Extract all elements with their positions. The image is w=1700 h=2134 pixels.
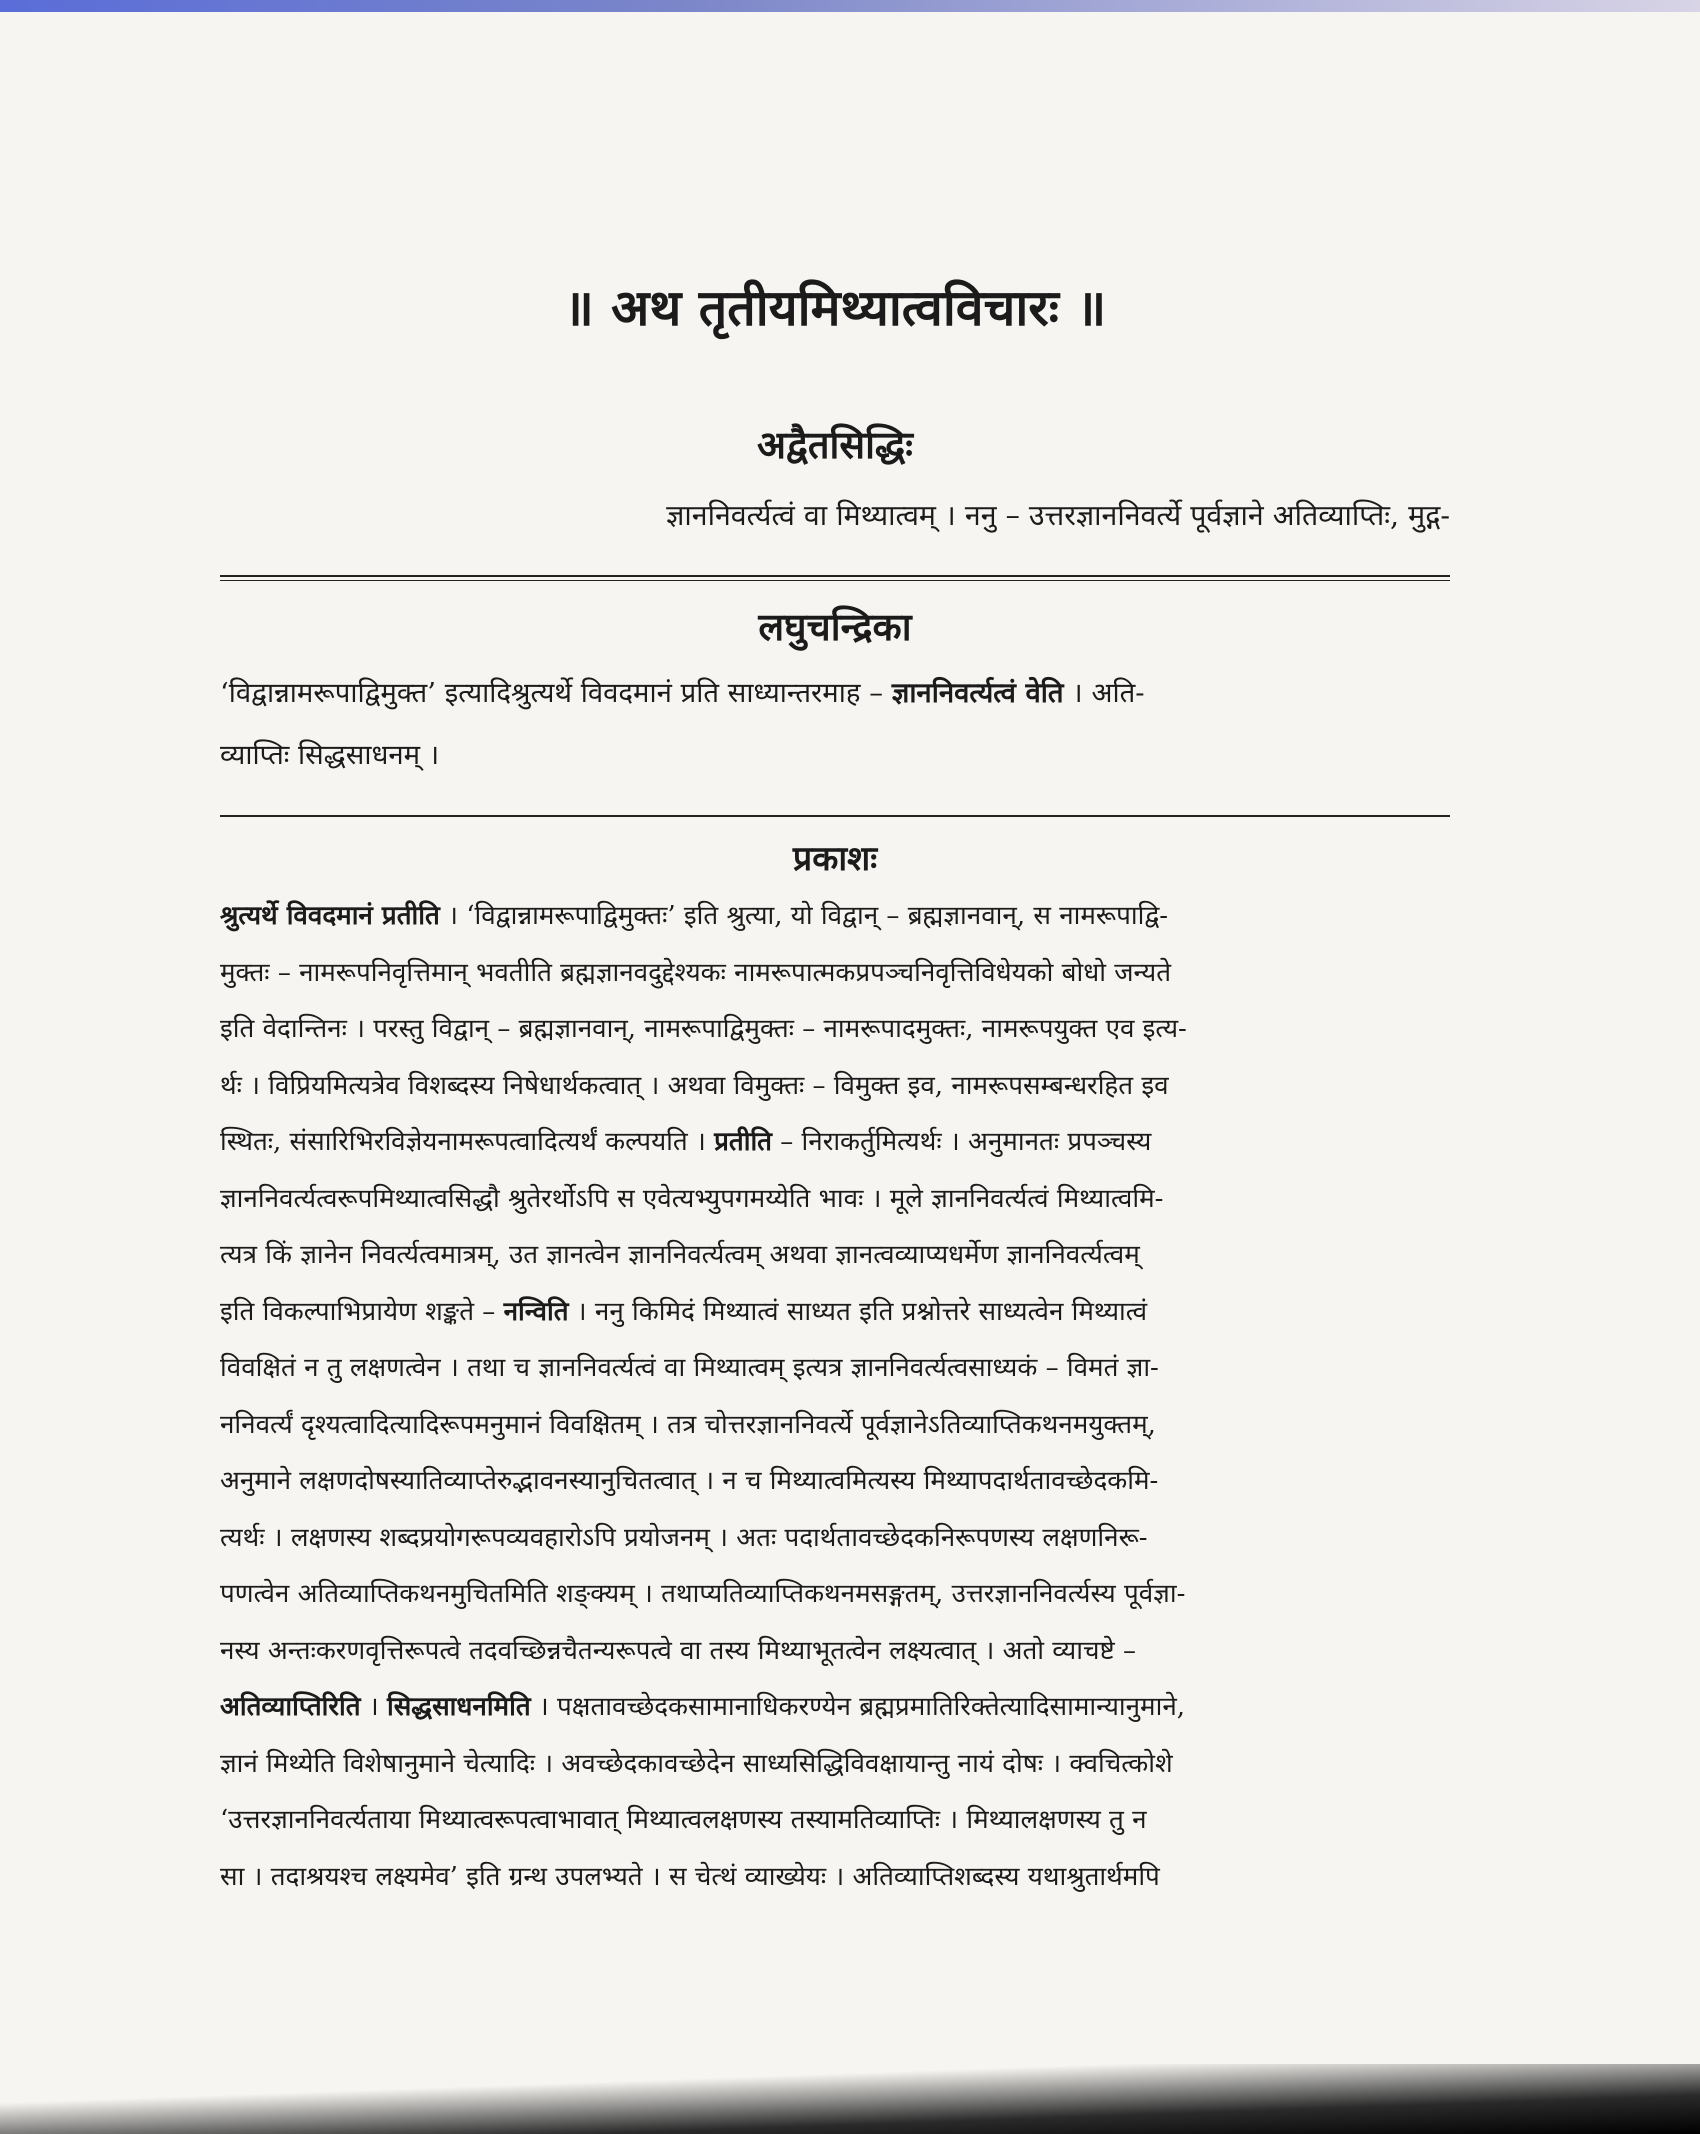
text-line: त्यर्थः । लक्षणस्य शब्दप्रयोगरूपव्यवहारोऽपि प्रयोजनम् । अतः पदार्थतावच्छेदकनिरूपणस्य लक्षणनिरू- [220,1522,1148,1553]
text-line: इति वेदान्तिनः । परस्तु विद्वान् – ब्रह्मज्ञानवान्, नामरूपाद्विमुक्तः – नामरूपादमुक्तः, नामरूपयुक्त एव इत्य- [220,1014,1187,1044]
text-line: त्यत्र किं ज्ञानेन निवर्त्यत्वमात्रम्, उत ज्ञानत्वेन ज्ञाननिवर्त्यत्वम् अथवा ज्ञानत्वव्याप्यधर्मेण ज्ञाननिवर्त्यत्वम् [220,1240,1140,1270]
advaitasiddhi-text [220,488,1450,545]
text-line: ‘विद्वान्नामरूपाद्विमुक्त’ इत्यादिश्रुत्यर्थे विवदमानं प्रति साध्यान्तरमाह – ज्ञाननिवर्त्यत्वं वेति । अति- [220,677,1145,709]
text-line: नस्य अन्तःकरणवृत्तिरूपत्वे तदवच्छिन्नचैतन्यरूपत्वे वा तस्य मिथ्याभूतत्वेन लक्ष्यत्वात् । अतो व्याचष्टे – [220,1635,1136,1666]
heading-laghuchandrika: लघुचन्द्रिका [758,604,912,649]
heading-prakasha: प्रकाशः [792,839,878,879]
text-line: ज्ञाननिवर्त्यत्वरूपमिथ्यात्वसिद्धौ श्रुतेरर्थोऽपि स एवेत्यभ्युपगमय्येति भावः । मूले ज्ञाननिवर्त्यत्वं मिथ्यात्वमि- [220,1183,1164,1214]
text-line: अनुमाने लक्षणदोषस्यातिव्याप्तेरुद्भावनस्यानुचितत्वात् । न च मिथ्यात्वमित्यस्य मिथ्यापदार्थतावच्छेदकमि- [220,1466,1159,1496]
text-line: इति विकल्पाभिप्रायेण शङ्कते – नन्विति । ननु किमिदं मिथ्यात्वं साध्यत इति प्रश्नोत्तरे साध्यत्वेन मिथ्यात्वं [220,1296,1148,1327]
section-divider [220,815,1450,817]
text-line: मुक्तः – नामरूपनिवृत्तिमान् भवतीति ब्रह्मज्ञानवदुद्देश्यकः नामरूपात्मकप्रपञ्चनिवृत्तिविधेयको बोधो जन्यते [220,957,1172,988]
text-line: व्याप्तिः सिद्धसाधनम् । [220,739,440,771]
heading-advaitasiddhi: अद्वैतसिद्धिः [757,422,913,467]
text-line: सा । तदाश्रयश्च लक्ष्यमेव’ इति ग्रन्थ उपलभ्यते । स चेत्थं व्याख्येयः । अतिव्याप्तिशब्दस्य यथाश्रुतार्थमपि [220,1861,1160,1892]
text-line: स्थितः, संसारिभिरविज्ञेयनामरूपत्वादित्यर्थं कल्पयति । प्रतीति – निराकर्तुमित्यर्थः । अनुमानतः प्रपञ्चस्य [220,1127,1152,1157]
laghuchandrika-text [220,662,1450,786]
text-line: ‘उत्तरज्ञाननिवर्त्यताया मिथ्यात्वरूपत्वाभावात् मिथ्यात्वलक्षणस्य तस्यामतिव्याप्तिः । मिथ्यालक्षणस्य तु न [220,1805,1147,1835]
bottom-edge-shadow [0,2064,1700,2134]
text-line: ज्ञाननिवर्त्यत्वं वा मिथ्यात्वम् । ननु – उत्तरज्ञाननिवर्त्ये पूर्वज्ञाने अतिव्याप्तिः, मुद्ग- [666,499,1450,532]
book-page [220,0,1450,2060]
chapter-title: ॥ अथ तृतीयमिथ्यात्वविचारः ॥ [563,278,1107,337]
text-line: श्रुत्यर्थे विवदमानं प्रतीति । ‘विद्वान्नामरूपाद्विमुक्तः’ इति श्रुत्या, यो विद्वान् – ब्रह्मज्ञानवान्, स नामरूपाद्वि- [220,901,1169,931]
section-divider [220,575,1450,581]
prakasha-text [220,888,1450,1905]
text-line: र्थः । विप्रियमित्यत्रेव विशब्दस्य निषेधार्थकत्वात् । अथवा विमुक्तः – विमुक्त इव, नामरूपसम्बन्धरहित इव [220,1070,1169,1101]
text-line: ज्ञानं मिथ्येति विशेषानुमाने चेत्यादिः । अवच्छेदकावच्छेदेन साध्यसिद्धिविवक्षायान्तु नायं दोषः । क्वचित्कोशे [220,1748,1173,1779]
text-line: विवक्षितं न तु लक्षणत्वेन । तथा च ज्ञाननिवर्त्यत्वं वा मिथ्यात्वम् इत्यत्र ज्ञाननिवर्त्यत्वसाध्यकं – विमतं ज्ञा- [220,1353,1159,1383]
text-line: ननिवर्त्यं दृश्यत्वादित्यादिरूपमनुमानं विवक्षितम् । तत्र चोत्तरज्ञाननिवर्त्ये पूर्वज्ञानेऽतिव्याप्तिकथनमयुक्तम्, [220,1409,1156,1440]
text-line: पणत्वेन अतिव्याप्तिकथनमुचितमिति शङ्क्यम् । तथाप्यतिव्याप्तिकथनमसङ्गतम्, उत्तरज्ञाननिवर्त्यस्य पूर्वज्ञा- [220,1579,1186,1609]
text-line: अतिव्याप्तिरिति । सिद्धसाधनमिति । पक्षतावच्छेदकसामानाधिकरण्येन ब्रह्मप्रमातिरिक्तेत्यादिसामान्यानुमाने, [220,1692,1186,1722]
